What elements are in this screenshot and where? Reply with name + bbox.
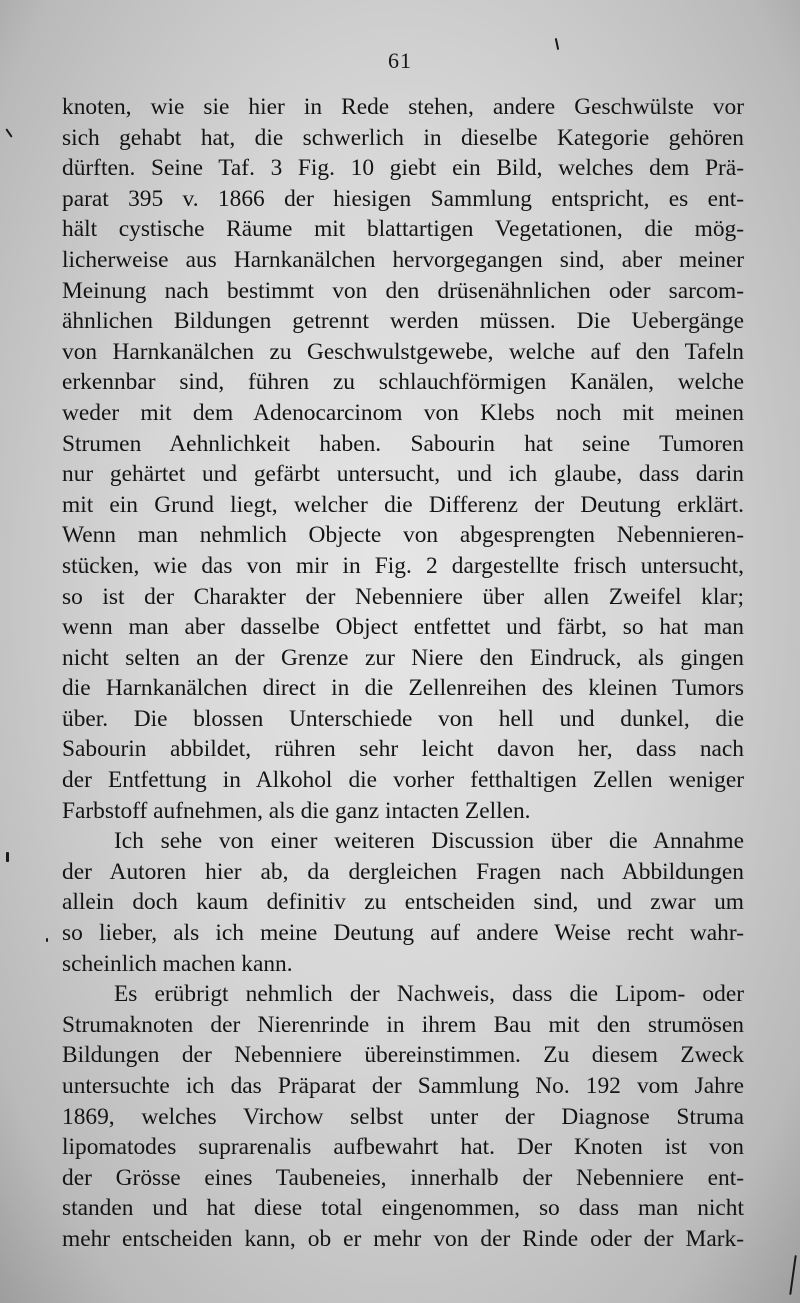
text-line: untersuchte ich das Präparat der Sammlung No. 192 vom Jahre [62, 1073, 744, 1099]
text-line: Sabourin abbildet, rühren sehr leicht davon her, dass nach [62, 736, 744, 763]
scan-speck [789, 1255, 797, 1295]
text-line: dürften. Seine Taf. 3 Fig. 10 giebt ein Bild, welches dem Prä- [62, 155, 744, 182]
text-line: über. Die blossen Unterschiede von hell und dunkel, die [62, 705, 744, 732]
paragraph-2 [62, 826, 744, 979]
text-line: hält cystische Räume mit blattartigen Vegetationen, die mög- [62, 216, 744, 243]
text-line: Es erübrigt nehmlich der Nachweis, dass die Lipom- oder [114, 981, 744, 1008]
text-line: mehr entscheiden kann, ob er mehr von der Rinde oder der Mark- [62, 1225, 744, 1252]
text-line: lipomatodes suprarenalis aufbewahrt hat. Der Knoten ist von [62, 1134, 744, 1161]
text-line: stücken, wie das von mir in Fig. 2 dargestellte frisch untersucht, [62, 552, 744, 579]
text-line: Ich sehe von einer weiteren Discussion über die Annahme [114, 828, 744, 855]
text-line: der Autoren hier ab, da dergleichen Fragen nach Abbildungen [62, 858, 744, 885]
text-line: wenn man aber dasselbe Object entfettet und färbt, so hat man [62, 614, 744, 641]
text-line: 1869, welches Virchow selbst unter der Diagnose Struma [62, 1103, 744, 1130]
text-line: die Harnkanälchen direct in die Zellenreihen des kleinen Tumors [62, 675, 744, 702]
text-line: parat 395 v. 1866 der hiesigen Sammlung entspricht, es ent- [62, 185, 744, 212]
text-line: mit ein Grund liegt, welcher die Differenz der Deutung erklärt. [62, 491, 744, 518]
text-line: der Entfettung in Alkohol die vorher fetthaltigen Zellen weniger [62, 767, 744, 794]
body-text [62, 92, 744, 1255]
scan-speck [46, 938, 48, 942]
text-line: Strumaknoten der Nierenrinde in ihrem Bau mit den strumösen [62, 1011, 744, 1038]
text-line: Farbstoff aufnehmen, als die ganz intacten Zellen. [62, 797, 531, 824]
text-line: der Grösse eines Taubeneies, innerhalb der Nebenniere ent- [62, 1164, 744, 1191]
text-line: licherweise aus Harnkanälchen hervorgegangen sind, aber meiner [62, 246, 744, 273]
text-line: nur gehärtet und gefärbt untersucht, und ich glaube, dass darin [62, 461, 744, 488]
text-line: sich gehabt hat, die schwerlich in dieselbe Kategorie gehören [62, 124, 744, 151]
text-line: von Harnkanälchen zu Geschwulstgewebe, welche auf den Tafeln [62, 338, 744, 365]
text-line: standen und hat diese total eingenommen, so dass man nicht [62, 1195, 744, 1222]
text-line: erkennbar sind, führen zu schlauchförmigen Kanälen, welche [62, 369, 744, 396]
paragraph-1 [62, 92, 744, 826]
page-number: 61 [388, 48, 412, 73]
scan-speck [6, 852, 9, 862]
text-line: ähnlichen Bildungen getrennt werden müssen. Die Uebergänge [62, 308, 744, 335]
text-line: nicht selten an der Grenze zur Niere den Eindruck, als gingen [62, 644, 744, 671]
text-line: Meinung nach bestimmt von den drüsenähnlichen oder sarcom- [62, 277, 744, 304]
text-line: scheinlich machen kann. [62, 950, 293, 977]
text-line: Wenn man nehmlich Objecte von abgesprengten Nebennieren- [62, 522, 744, 549]
text-line: weder mit dem Adenocarcinom von Klebs noch mit meinen [62, 399, 744, 426]
text-line: knoten, wie sie hier in Rede stehen, andere Geschwülste vor [62, 94, 744, 120]
scan-speck [5, 128, 12, 137]
paragraph-3 [62, 979, 744, 1254]
text-line: Strumen Aehnlichkeit haben. Sabourin hat seine Tumoren [62, 430, 744, 457]
text-line: so lieber, als ich meine Deutung auf andere Weise recht wahr- [62, 920, 744, 947]
text-line: Bildungen der Nebenniere übereinstimmen. Zu diesem Zweck [62, 1042, 744, 1069]
text-line: allein doch kaum definitiv zu entscheiden sind, und zwar um [62, 889, 744, 916]
text-line: so ist der Charakter der Nebenniere über allen Zweifel klar; [62, 583, 744, 610]
